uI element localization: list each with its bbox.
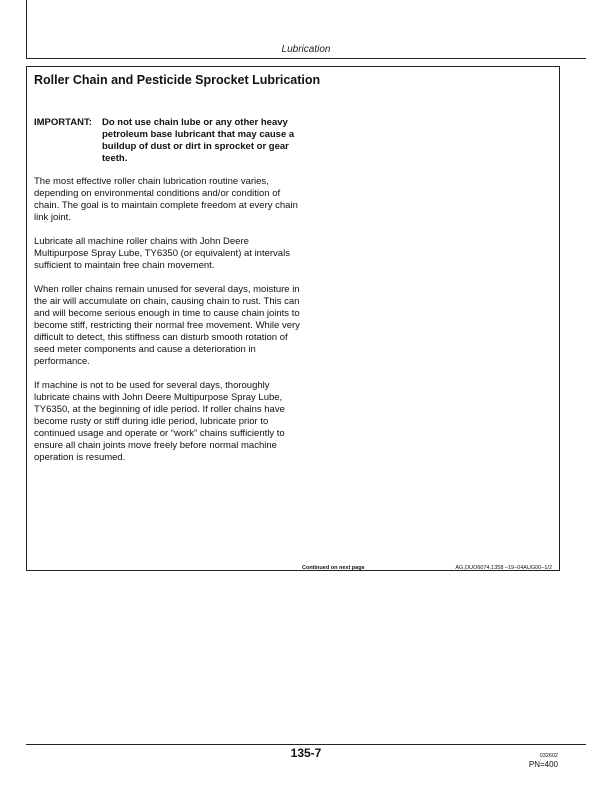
pn-code: PN=400 bbox=[528, 760, 558, 769]
page-title: Roller Chain and Pesticide Sprocket Lubrication bbox=[34, 73, 321, 87]
paragraph-2: Lubricate all machine roller chains with John Deere Multipurpose Spray Lube, TY6350 (or equivalent) at intervals sufficient to maintain free chain movement. bbox=[34, 236, 290, 271]
continued-note: Continued on next page bbox=[302, 565, 365, 571]
page-number: 135-7 bbox=[290, 746, 322, 760]
paragraph-4: If machine is not to be used for several days, thoroughly lubricate chains with John Deere Multipurpose Spray Lube, TY6350, at the beginning of idle period. If roller chains have become rusty or stiff during idle period, lubricate prior to continued usage and operate or “work” chains sufficiently to ensure all chain joints move freely before normal machine operation is resumed. bbox=[34, 380, 285, 463]
important-text: Do not use chain lube or any other heavy petroleum base lubricant that may cause a buildup of dust or dirt in sprocket or gear teeth. bbox=[102, 117, 295, 164]
date-code: 032602 bbox=[539, 753, 558, 759]
paragraph-3: When roller chains remain unused for several days, moisture in the air will accumulate on chain, causing chain to rust. This can and will become serious enough in time to cause chain joints to become stiff, restricting their normal free movement. While very difficult to detect, this stiffness can disturb smooth rotation of seed meter components and cause a deterioration in performance. bbox=[34, 284, 300, 367]
header-rule-horizontal bbox=[26, 58, 586, 59]
document-id: AG,OUO6074,1358 –19–04AUG00–1/2 bbox=[455, 565, 552, 571]
footer-rule bbox=[26, 744, 586, 745]
paragraph-1: The most effective roller chain lubrication routine varies, depending on environmental conditions and/or condition of chain. The goal is to maintain complete freedom at every chain link joint. bbox=[34, 176, 298, 223]
important-label: IMPORTANT: bbox=[34, 117, 92, 128]
section-title: Lubrication bbox=[281, 44, 331, 55]
